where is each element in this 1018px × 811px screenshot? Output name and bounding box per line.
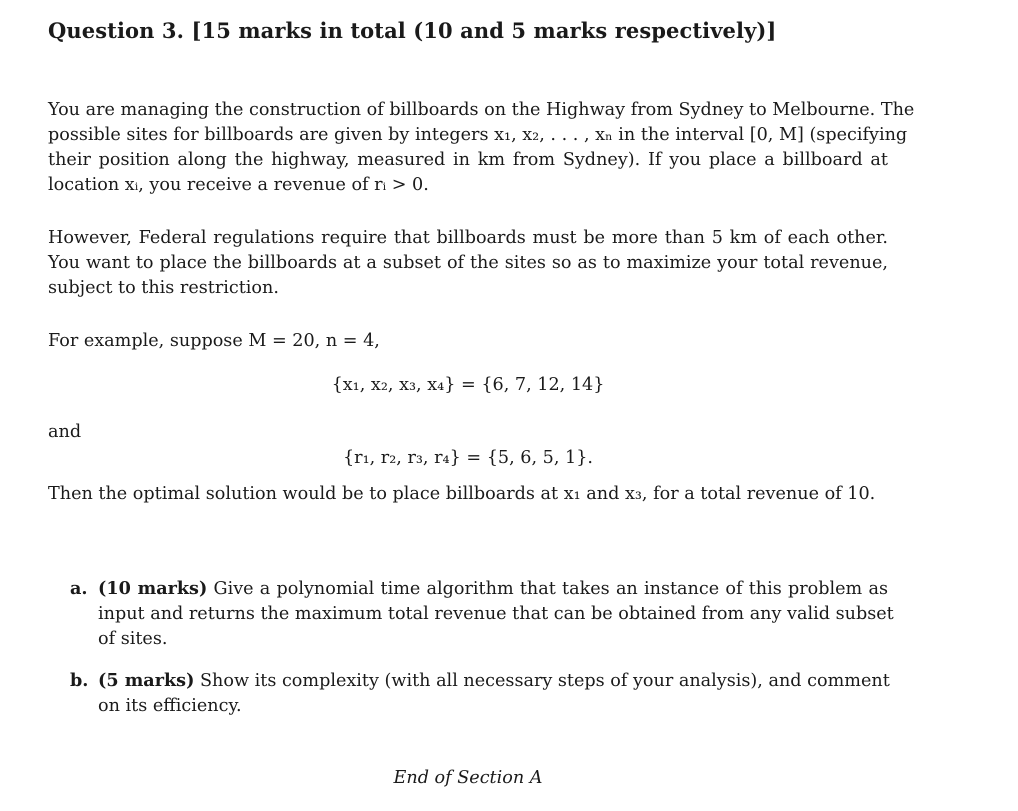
intro-line-1: You are managing the construction of billboards on the Highway from Sydney to Melbourne. The [48,100,915,120]
intro-line-2: possible sites for billboards are given by integers x₁, x₂, . . . , xₙ in the interval [0, M] (specifying [48,125,908,145]
part-b-line-1-text: Show its complexity (with all necessary steps of your analysis), and comment [200,671,890,691]
part-b-label: b. [70,670,89,691]
constraint-line-1: However, Federal regulations require that billboards must be more than 5 km of each other. [48,228,888,248]
question-marks: [15 marks in total (10 and 5 marks respectively)] [191,18,777,43]
intro-line-3: their position along the highway, measured in km from Sydney). If you place a billboard at [48,150,888,170]
part-a-label: a. [70,578,88,599]
part-a-marks: (10 marks) [98,578,208,599]
question-number: Question 3. [48,18,185,43]
part-a-body [98,576,894,652]
example-lead-text: For example, suppose M = 20, n = 4, [48,331,380,351]
part-b-line-2: on its efficiency. [98,696,242,716]
part-a-line-1-text: Give a polynomial time algorithm that takes an instance of this problem as [213,579,888,599]
example-lead [48,329,888,354]
constraint-line-3: subject to this restriction. [48,278,279,298]
section-footer: End of Section A [393,768,543,788]
constraint-paragraph [48,226,888,301]
constraint-line-2: You want to place the billboards at a subset of the sites so as to maximize your total revenue, [48,253,888,273]
intro-line-4: location xᵢ, you receive a revenue of rᵢ > 0. [48,175,429,195]
part-a-line-2: input and returns the maximum total revenue that can be obtained from any valid subset [98,604,894,624]
part-b-marks: (5 marks) [98,670,195,691]
example-conclusion-text: Then the optimal solution would be to place billboards at x₁ and x₃, for a total revenue of 10. [48,484,876,504]
part-a-line-3: of sites. [98,629,168,649]
and-label: and [48,422,82,442]
example-conclusion [48,482,888,507]
part-b-body [98,668,888,719]
part-b-line-1 [98,668,888,694]
part-a-line-1 [98,576,888,602]
positions-equation: {x₁, x₂, x₃, x₄} = {6, 7, 12, 14} [331,375,605,395]
question-heading [48,18,776,43]
revenues-equation: {r₁, r₂, r₃, r₄} = {5, 6, 5, 1}. [342,448,594,468]
intro-paragraph [48,98,915,198]
